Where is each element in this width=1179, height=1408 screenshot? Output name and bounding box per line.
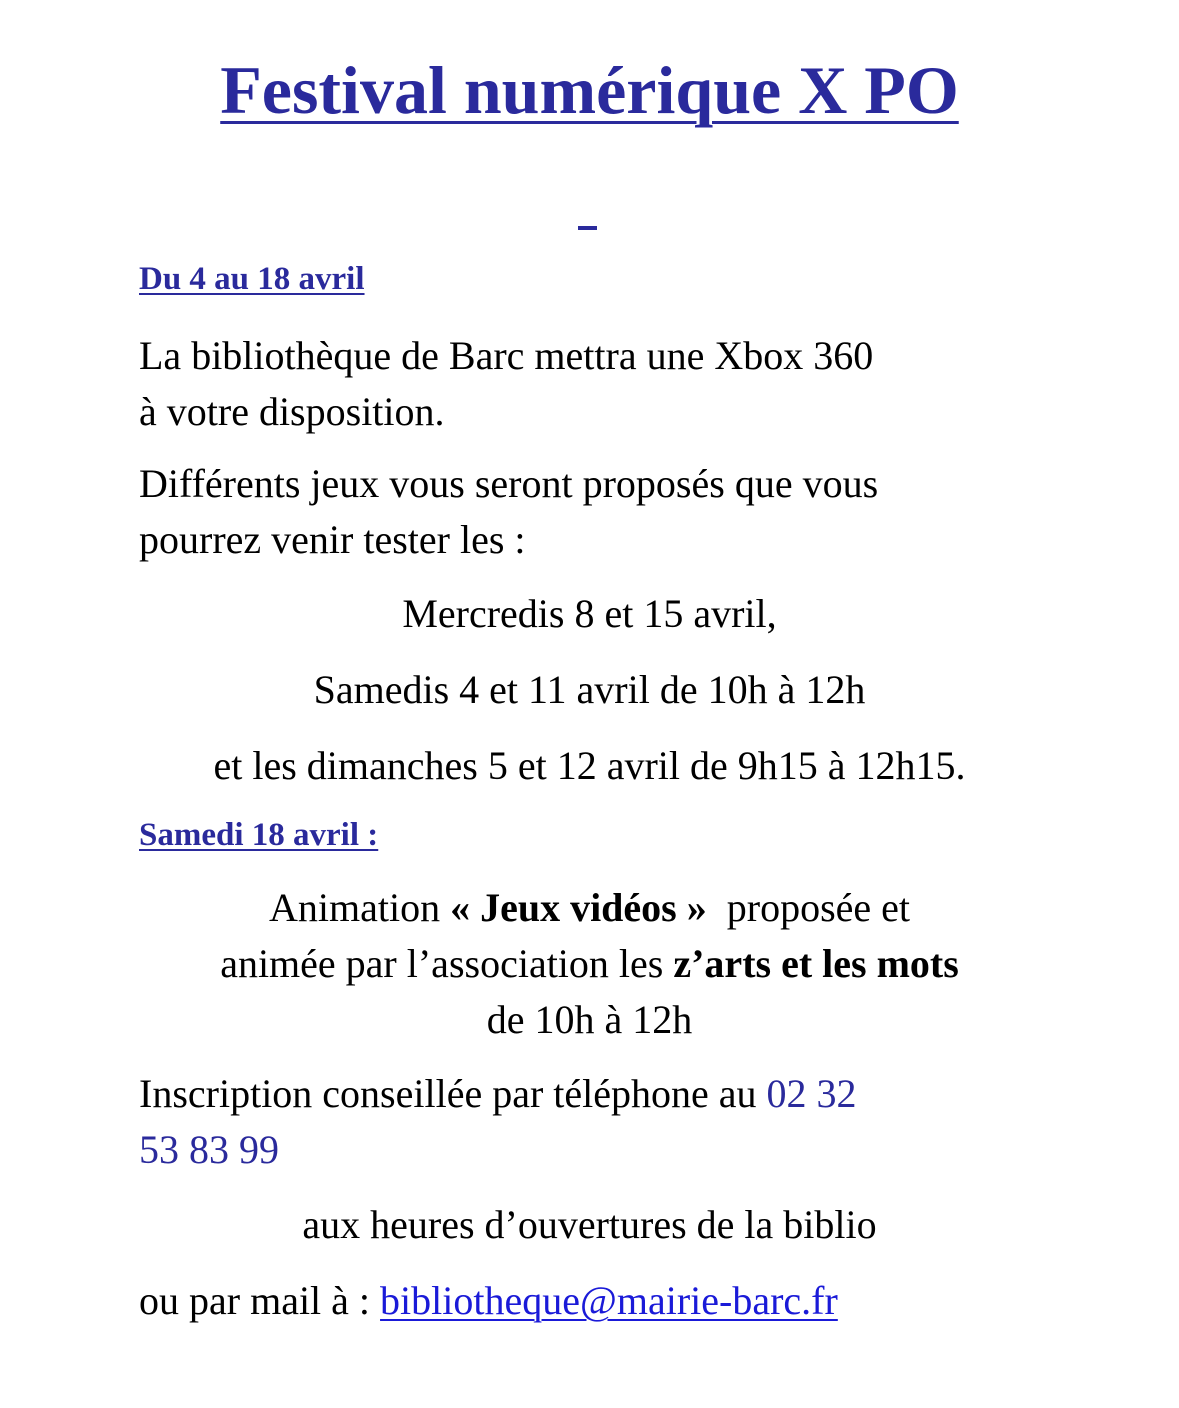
animation-suffix: proposée et	[706, 885, 911, 930]
email-line	[139, 1273, 1049, 1329]
inscription-paragraph	[139, 1066, 1049, 1178]
animation-hours: de 10h à 12h	[486, 997, 693, 1042]
title-dash	[578, 226, 597, 230]
animation-title: « Jeux vidéos »	[450, 885, 707, 930]
email-prefix: ou par mail à :	[139, 1278, 381, 1323]
games-line-2: pourrez venir tester les :	[139, 517, 526, 562]
section-label-saturday: Samedi 18 avril :	[139, 817, 379, 853]
page-title: Festival numérique X PO	[220, 52, 959, 128]
intro-paragraph	[139, 328, 1049, 440]
animation-paragraph	[100, 880, 1079, 1048]
phone-number-part-1: 02 32	[766, 1071, 857, 1116]
inscription-text: Inscription conseillée par téléphone au	[139, 1071, 767, 1116]
date-line-saturdays: Samedis 4 et 11 avril de 10h à 12h	[313, 667, 866, 712]
animation-line2-prefix: animée par l’association les	[220, 941, 674, 986]
phone-number-part-2: 53 83 99	[139, 1127, 279, 1172]
intro-line-2: à votre disposition.	[139, 389, 445, 434]
animation-prefix: Animation	[268, 885, 451, 930]
opening-hours-line: aux heures d’ouvertures de la biblio	[302, 1202, 877, 1247]
date-line-sundays: et les dimanches 5 et 12 avril de 9h15 à 12h15.	[213, 743, 966, 788]
email-link[interactable]: bibliotheque@mairie-barc.fr	[380, 1278, 838, 1323]
association-name: z’arts et les mots	[673, 941, 959, 986]
intro-line-1: La bibliothèque de Barc mettra une Xbox 360	[139, 333, 874, 378]
date-line-wednesdays: Mercredis 8 et 15 avril,	[402, 591, 777, 636]
games-paragraph	[139, 456, 1049, 568]
games-line-1: Différents jeux vous seront proposés que vous	[139, 461, 879, 506]
section-label-dates: Du 4 au 18 avril	[139, 261, 365, 297]
